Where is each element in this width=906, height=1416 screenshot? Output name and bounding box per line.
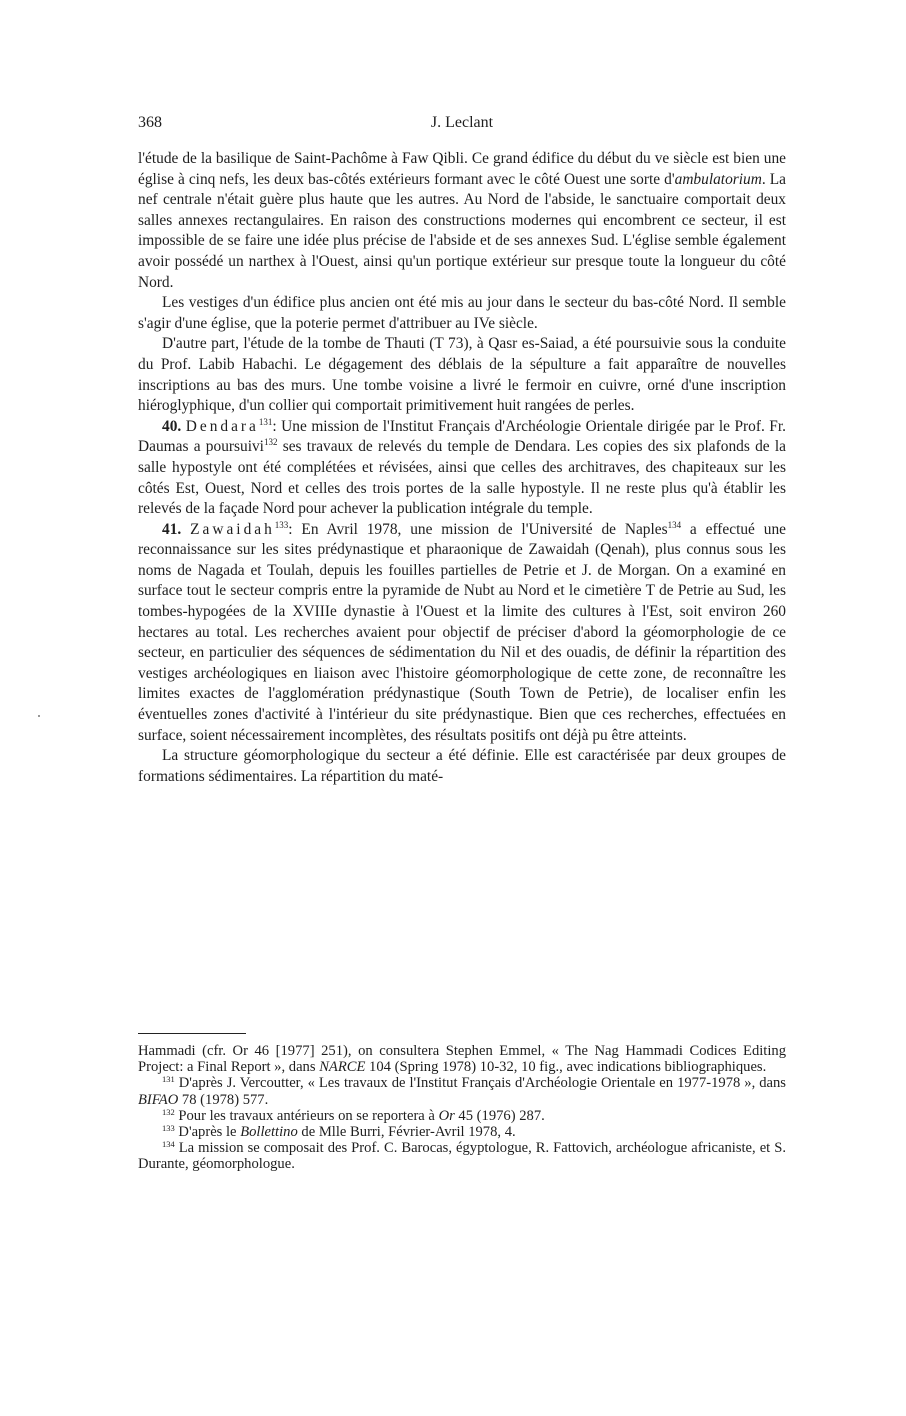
footnote-text: D'après le [174, 1124, 241, 1141]
footnote-divider [138, 1033, 246, 1034]
body-text [138, 149, 786, 787]
paragraph-text: l'étude de la basilique de Saint-Pachôme à Faw Qibli. Ce grand édifice du début du ve siècle est bien une église à cinq nefs, les deux bas-côtés extérieurs formant avec le côté Ouest une sorte d' [138, 150, 786, 188]
paragraph-text: . La nef centrale n'était guère plus haute que les autres. Au Nord de l'abside, le sanctuaire comportait deux salles annexes rectangulaires. En raison des constructions modernes qui encombrent ce secteur, il est impossible de se faire une idée plus précise de l'abside et de ses annexes Sud. L'église semble également avoir possédé un narthex à l'Ouest, ainsi qu'un portique extérieur sur presque toute la longueur du côté Nord. [138, 170, 786, 291]
footnote-134 [138, 1140, 786, 1172]
footnote-text: 45 (1976) 287. [454, 1107, 545, 1124]
footnote-text: 104 (Spring 1978) 10-32, 10 fig., avec indications bibliographiques. [365, 1059, 767, 1076]
page-number: 368 [138, 114, 162, 131]
footnotes [138, 1043, 786, 1173]
section-41-zawaidah [138, 520, 786, 747]
section-40-dendara [138, 417, 786, 520]
paragraph-geomorphology: La structure géomorphologique du secteur a été définie. Elle est caractérisée par deux groupes de formations sédimentaires. La répartition du maté- [138, 747, 786, 785]
scan-speck [38, 715, 40, 717]
italic-title: Or [438, 1107, 455, 1124]
footnote-text: Hammadi (cfr. Or 46 [1977] 251), on consultera Stephen Emmel, « The Nag Hammadi Codices Editing Project: a Final Report », dans [138, 1043, 786, 1076]
footnote-ref: 132 [263, 437, 278, 448]
footnote-132 [138, 1108, 786, 1124]
paragraph-text: a effectué une reconnaissance sur les sites prédynastique et pharaonique de Zawaidah (Qenah), plus connus sous les noms de Nagada et Toulah, depuis les fouilles partielles de Petrie et J. de Morgan. On a examiné en surface tout le secteur compris entre la pyramide de Nubt au Nord et le cimetière T de Petrie au Sud, les tombes-hypogées de la XVIIIe dynastie à l'Ouest et la limite des cultures à l'Est, soit environ 260 hectares au total. Les recherches avaient pour objectif de préciser d'abord la géomorphologie de ce secteur, en particulier des séquences de sédimentation du Nil et des ouadis, de définir la répartition des vestiges archéologiques en liaison avec l'histoire géomorphologique de cette zone, de reconnaître les limites exactes de l'agglomération prédynastique (South Town de Petrie), de localiser enfin les éventuelles zones d'activité à l'intérieur du site prédynastique. Bien que ces recherches, effectuées en surface, soient nécessairement incomplètes, des résultats positifs ont déjà pu être atteints. [138, 520, 786, 744]
paragraph-text: : En Avril 1978, une mission de l'Université de Naples [288, 520, 668, 538]
section-number: 41. [162, 520, 182, 538]
footnote-text: de Mlle Burri, Février-Avril 1978, 4. [297, 1124, 516, 1141]
paragraph-basilica [138, 149, 786, 293]
site-name: Dendara [185, 417, 259, 435]
italic-title: BIFAO [138, 1091, 179, 1108]
site-name: Zawaidah [190, 520, 275, 538]
running-head: J. Leclant [430, 114, 494, 131]
paragraph-thauti-tomb: D'autre part, l'étude de la tombe de Thauti (T 73), à Qasr es-Saiad, a été poursuivie sous la conduite du Prof. Labib Habachi. Le dégagement des déblais de la sépulture a fait apparaître de nouvelles inscriptions au bas des murs. Une tombe voisine a livré le fermoir en cuivre, orné d'une inscription hiéroglyphique, d'un collier qui comportait primitivement huit rangées de perles. [138, 335, 786, 415]
footnote-mark: 134 [162, 1139, 175, 1150]
section-number: 40. [162, 417, 182, 435]
footnote-131 [138, 1075, 786, 1107]
footnote-133 [138, 1124, 786, 1140]
footnote-mark: 131 [162, 1074, 175, 1085]
italic-title: Bollettino [240, 1124, 298, 1141]
footnote-text: La mission se composait des Prof. C. Barocas, égyptologue, R. Fattovich, archéologue africaniste, et S. Durante, géomorphologue. [138, 1140, 786, 1173]
paragraph-older-building: Les vestiges d'un édifice plus ancien ont été mis au jour dans le secteur du bas-côté Nord. Il semble s'agir d'une église, que la poterie permet d'attribuer au IVe siècle. [138, 294, 786, 332]
footnote-continuation [138, 1043, 786, 1075]
paragraph-text: : Une mission de l'Institut Français d'Archéologie Orientale dirigée par le Prof. Fr. Daumas a poursuivi [138, 417, 786, 456]
footnote-mark: 133 [162, 1123, 175, 1134]
footnote-ref: 131 [258, 416, 273, 427]
footnote-text: 78 (1978) 577. [178, 1091, 269, 1108]
footnote-text: D'après J. Vercoutter, « Les travaux de l'Institut Français d'Archéologie Orientale en 1977-1978 », dans [174, 1075, 786, 1092]
paragraph-text: ses travaux de relevés du temple de Dendara. Les copies des six plafonds de la salle hypostyle ont été complétées et révisées, ainsi que celles des architraves, des chapiteaux sur les côtés Est, Ouest, Nord et celles des trois portes de la salle hypostyle. Il ne reste plus qu'à établir les relevés de la façade Nord pour achever la publication intégrale du temple. [138, 438, 786, 518]
footnote-text: Pour les travaux antérieurs on se reportera à [174, 1107, 439, 1124]
footnote-mark: 132 [162, 1106, 175, 1117]
footnote-ref: 133 [274, 519, 289, 530]
italic-term: ambulatorium [674, 170, 762, 188]
italic-title: NARCE [319, 1059, 366, 1076]
footnote-ref: 134 [667, 519, 682, 530]
page-header [138, 114, 786, 136]
